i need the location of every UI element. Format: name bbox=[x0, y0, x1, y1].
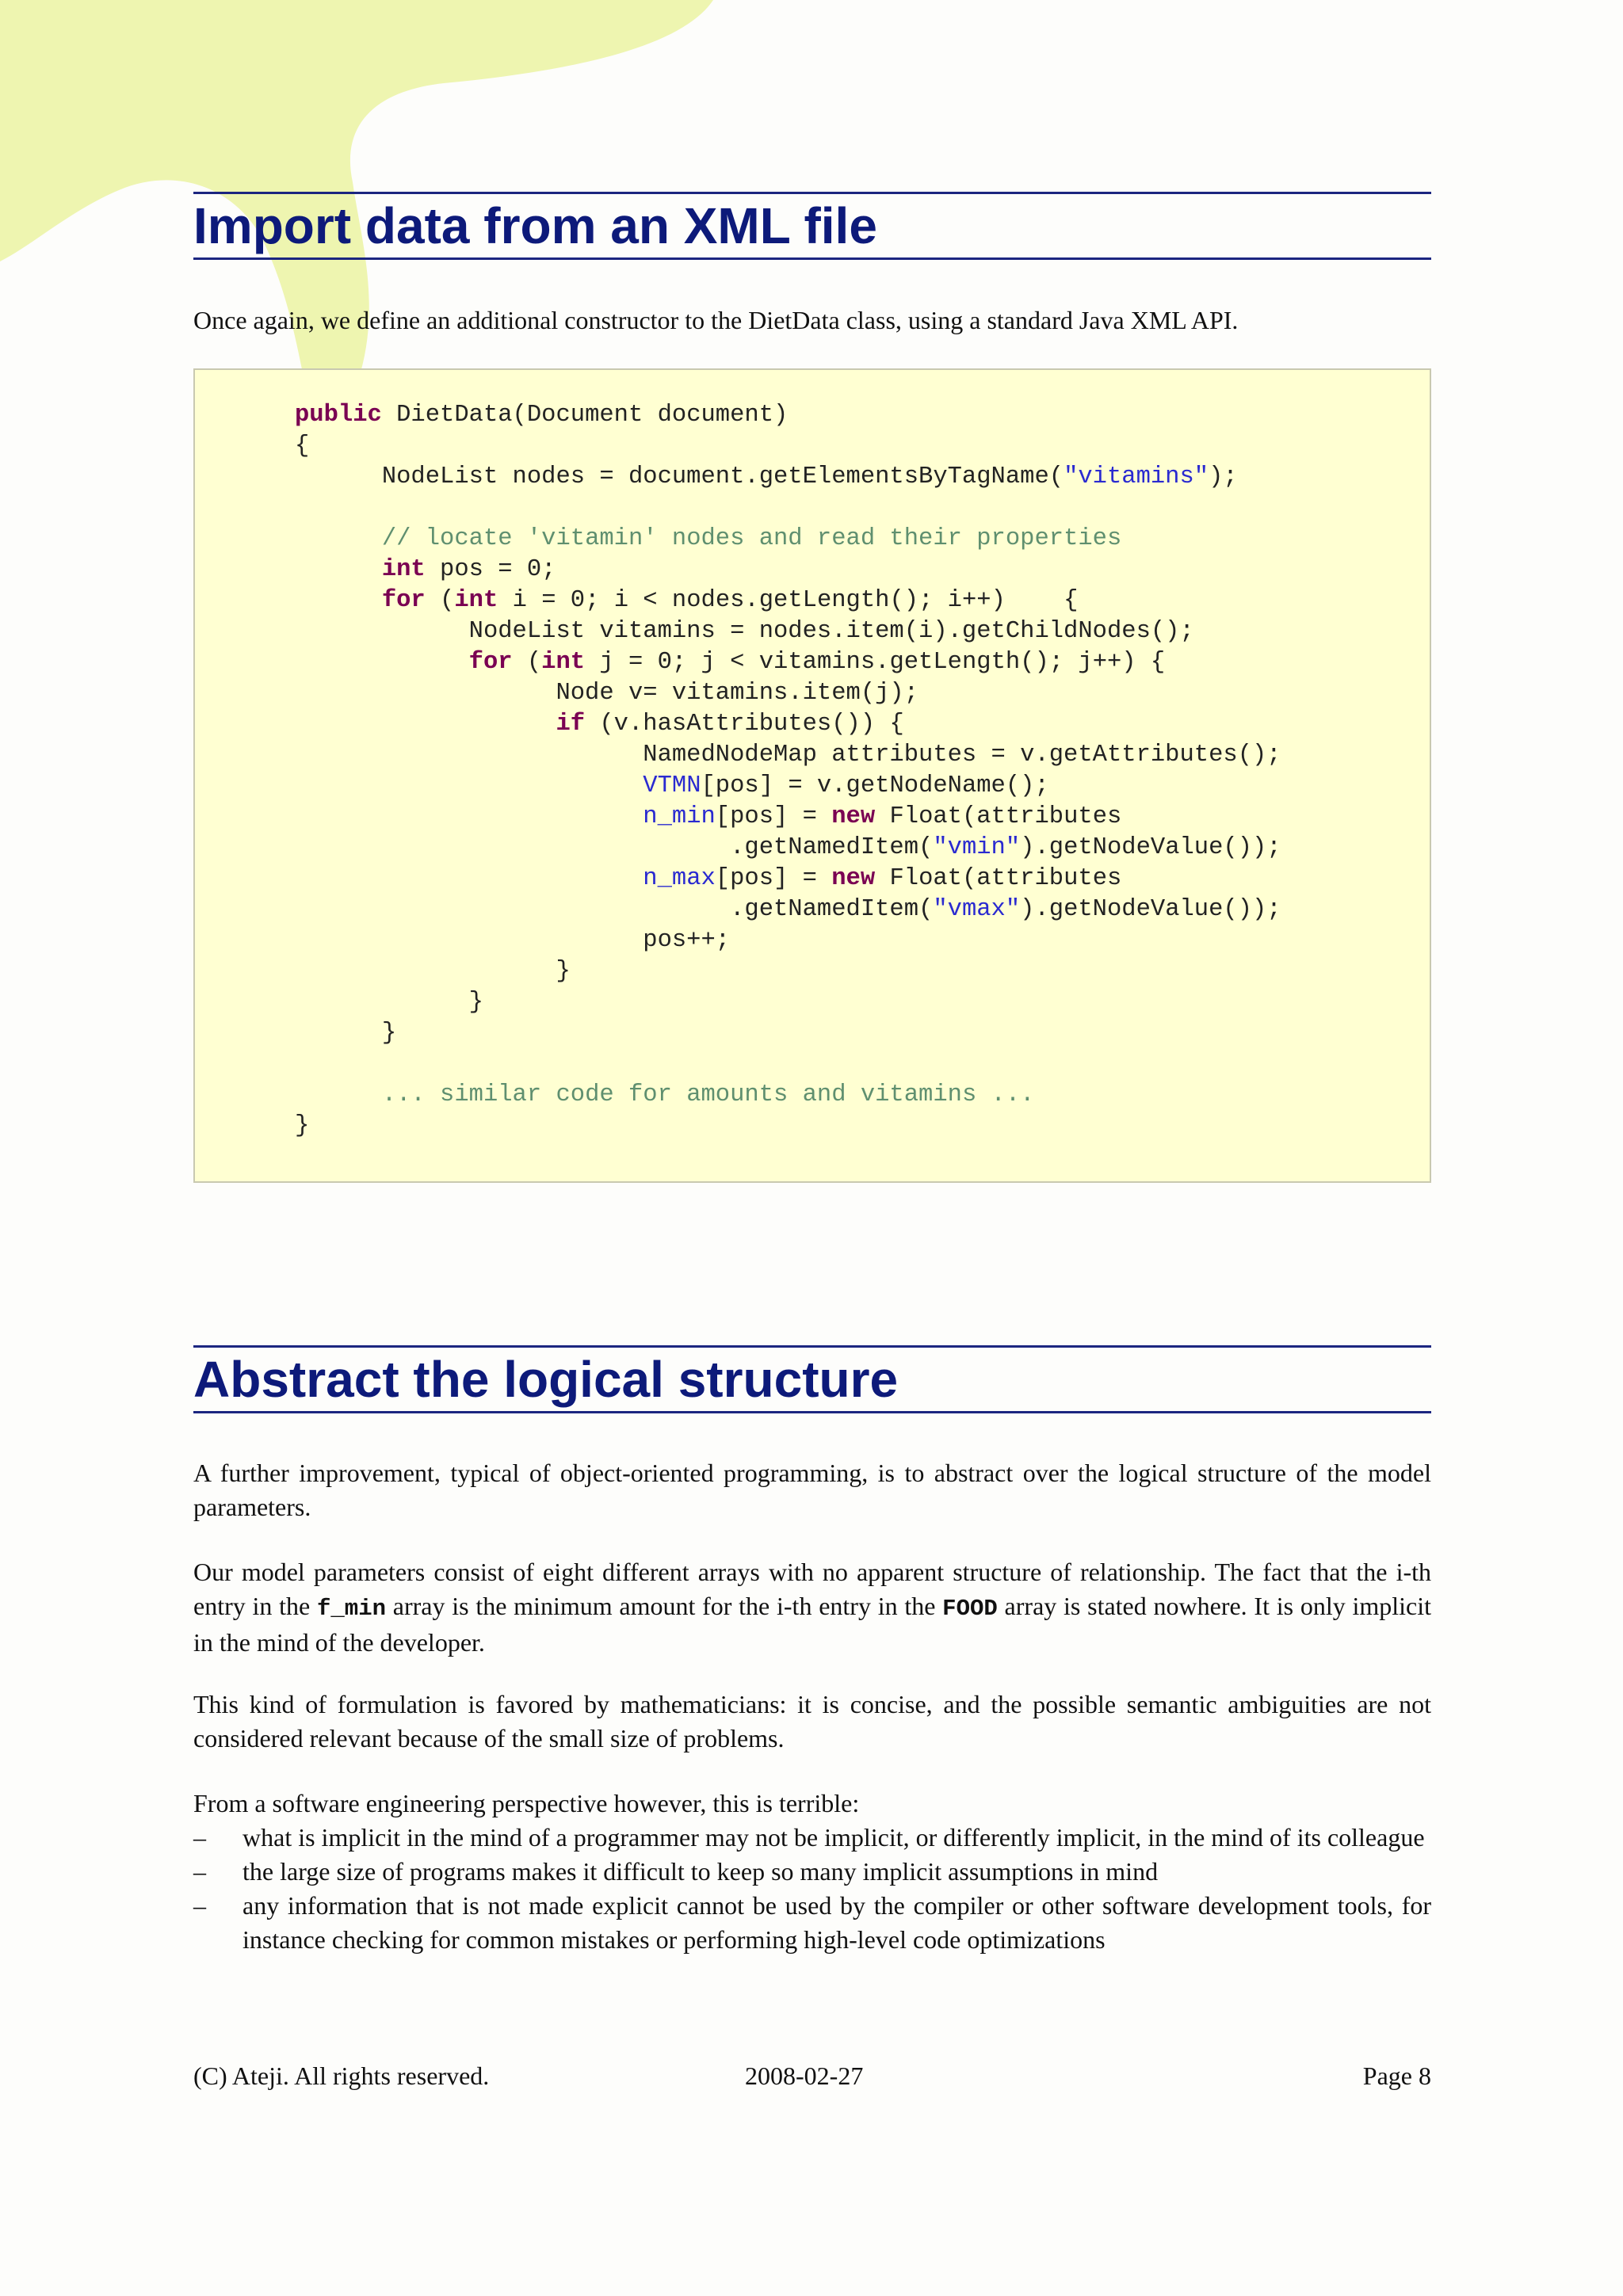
code-token: .getNamedItem( bbox=[295, 834, 934, 861]
footer-copyright: (C) Ateji. All rights reserved. bbox=[193, 2061, 490, 2090]
paragraph-model-parameters bbox=[193, 1555, 1431, 1660]
code-token bbox=[295, 803, 643, 830]
code-token: .getNamedItem( bbox=[295, 896, 934, 923]
code-token-kw: int bbox=[541, 649, 586, 676]
code-token bbox=[295, 711, 556, 738]
inline-code-f-min: f_min bbox=[316, 1596, 386, 1622]
code-token bbox=[295, 865, 643, 892]
code-token: [pos] = bbox=[715, 803, 832, 830]
code-token-kw: if bbox=[556, 711, 586, 738]
code-token-fld: n_max bbox=[643, 865, 716, 892]
code-token bbox=[295, 525, 382, 552]
code-token-kw: for bbox=[468, 649, 513, 676]
code-line bbox=[295, 649, 1165, 676]
code-token: DietData(Document document) bbox=[381, 402, 789, 429]
section-heading-abstract-structure bbox=[193, 1345, 1431, 1413]
code-line bbox=[295, 618, 1194, 645]
code-token-kw: public bbox=[295, 402, 382, 429]
code-token-kw: int bbox=[381, 556, 426, 583]
code-line bbox=[295, 402, 788, 429]
bullet-dash: – bbox=[193, 1857, 206, 1886]
text-run: array is stated nowhere. It is only implicit in the mind of the developer. bbox=[193, 1592, 1431, 1657]
code-token: } bbox=[295, 958, 571, 985]
code-token bbox=[295, 649, 469, 676]
code-line bbox=[295, 525, 1121, 552]
footer-date: 2008-02-27 bbox=[745, 2061, 864, 2090]
code-line bbox=[295, 772, 1049, 799]
code-token: ).getNodeValue()); bbox=[1020, 896, 1281, 923]
code-token-cm: // locate 'vitamin' nodes and read their properties bbox=[381, 525, 1122, 552]
code-line bbox=[295, 1020, 396, 1047]
code-token: NamedNodeMap attributes = v.getAttributes(); bbox=[295, 742, 1281, 769]
code-token: i = 0; i < nodes.getLength(); i++) { bbox=[498, 587, 1079, 614]
code-token bbox=[295, 1081, 382, 1108]
code-line bbox=[295, 927, 730, 954]
code-token: } bbox=[295, 1020, 397, 1047]
code-line bbox=[295, 433, 309, 460]
code-token: pos++; bbox=[295, 927, 731, 954]
code-token: j = 0; j < vitamins.getLength(); j++) { bbox=[585, 649, 1166, 676]
code-token-str: "vmin" bbox=[933, 834, 1021, 861]
code-listing bbox=[295, 400, 1281, 1142]
code-token: Node v= vitamins.item(j); bbox=[295, 680, 919, 707]
list-item-text: the large size of programs makes it difficult to keep so many implicit assumptions in mind bbox=[242, 1857, 1159, 1886]
code-line bbox=[295, 834, 1281, 861]
code-token-str: "vmax" bbox=[933, 896, 1021, 923]
page-footer bbox=[193, 2058, 1431, 2093]
intro-paragraph: Once again, we define an additional constructor to the DietData class, using a standard Java XML API. bbox=[193, 306, 1239, 334]
footer-page-number: Page 8 bbox=[1362, 2061, 1431, 2090]
code-token: [pos] = bbox=[715, 865, 832, 892]
code-line bbox=[295, 587, 1078, 614]
inline-code-food: FOOD bbox=[942, 1596, 998, 1622]
code-token: } bbox=[295, 1112, 310, 1139]
code-token: NodeList vitamins = nodes.item(i).getChildNodes(); bbox=[295, 618, 1194, 645]
list-item bbox=[193, 1821, 1431, 1855]
list-item-text: any information that is not made explicit cannot be used by the compiler or other software development tools, for instance checking for common mistakes or performing high-level code optimizations bbox=[242, 1891, 1431, 1954]
code-token-kw: int bbox=[454, 587, 498, 614]
code-token: ).getNodeValue()); bbox=[1020, 834, 1281, 861]
code-line bbox=[295, 463, 1238, 490]
code-line bbox=[295, 896, 1281, 923]
code-token: (v.hasAttributes()) { bbox=[585, 711, 904, 738]
list-item bbox=[193, 1855, 1431, 1889]
paragraph-mathematicians: This kind of formulation is favored by mathematicians: it is concise, and the possible semantic ambiguities are not considered relevant because of the small size of problems. bbox=[193, 1690, 1431, 1753]
code-line bbox=[295, 1081, 1034, 1108]
list-item-text: what is implicit in the mind of a programmer may not be implicit, or differently implicit, in the mind of its colleague bbox=[242, 1823, 1425, 1852]
code-token-kw: for bbox=[381, 587, 426, 614]
code-line bbox=[295, 803, 1121, 830]
code-line bbox=[295, 556, 556, 583]
code-token: } bbox=[295, 989, 483, 1016]
code-token-cm: ... similar code for amounts and vitamins ... bbox=[381, 1081, 1035, 1108]
code-token-str: "vitamins" bbox=[1064, 463, 1209, 490]
code-line bbox=[295, 958, 571, 985]
code-token-fld: n_min bbox=[643, 803, 716, 830]
code-line bbox=[295, 1112, 309, 1139]
bullet-dash: – bbox=[193, 1891, 206, 1920]
bullet-list bbox=[193, 1821, 1431, 1957]
code-line bbox=[295, 865, 1121, 892]
code-line bbox=[295, 711, 904, 738]
paragraph-improvement: A further improvement, typical of object-oriented programming, is to abstract over the logical structure of the model parameters. bbox=[193, 1459, 1431, 1521]
code-token bbox=[295, 556, 382, 583]
code-token: Float(attributes bbox=[875, 803, 1122, 830]
code-token-fld: VTMN bbox=[643, 772, 701, 799]
code-token: Float(attributes bbox=[875, 865, 1122, 892]
section-heading-import-xml bbox=[193, 192, 1431, 260]
section-title: Abstract the logical structure bbox=[193, 1351, 899, 1408]
code-token: NodeList nodes = document.getElementsByTagName( bbox=[295, 463, 1064, 490]
code-token bbox=[295, 772, 643, 799]
text-run: array is the minimum amount for the i-th entry in the bbox=[386, 1592, 943, 1620]
code-token: ( bbox=[425, 587, 455, 614]
bullet-dash: – bbox=[193, 1823, 206, 1852]
paragraph-software-engineering: From a software engineering perspective however, this is terrible: bbox=[193, 1789, 860, 1817]
section-title: Import data from an XML file bbox=[193, 197, 877, 254]
list-item bbox=[193, 1889, 1431, 1957]
code-line bbox=[295, 989, 483, 1016]
code-token: ); bbox=[1209, 463, 1238, 490]
code-line bbox=[295, 742, 1281, 769]
code-token bbox=[295, 587, 382, 614]
code-token-kw: new bbox=[831, 865, 876, 892]
code-token-kw: new bbox=[831, 803, 876, 830]
code-block bbox=[193, 368, 1431, 1183]
code-token: { bbox=[295, 433, 310, 460]
code-token: [pos] = v.getNodeName(); bbox=[701, 772, 1049, 799]
code-token: pos = 0; bbox=[425, 556, 556, 583]
code-token: ( bbox=[512, 649, 542, 676]
text-run: Our model parameters consist of eight different arrays with no apparent structure of relationship. The fact that the i-th entry in the bbox=[193, 1558, 1431, 1620]
code-line bbox=[295, 680, 918, 707]
